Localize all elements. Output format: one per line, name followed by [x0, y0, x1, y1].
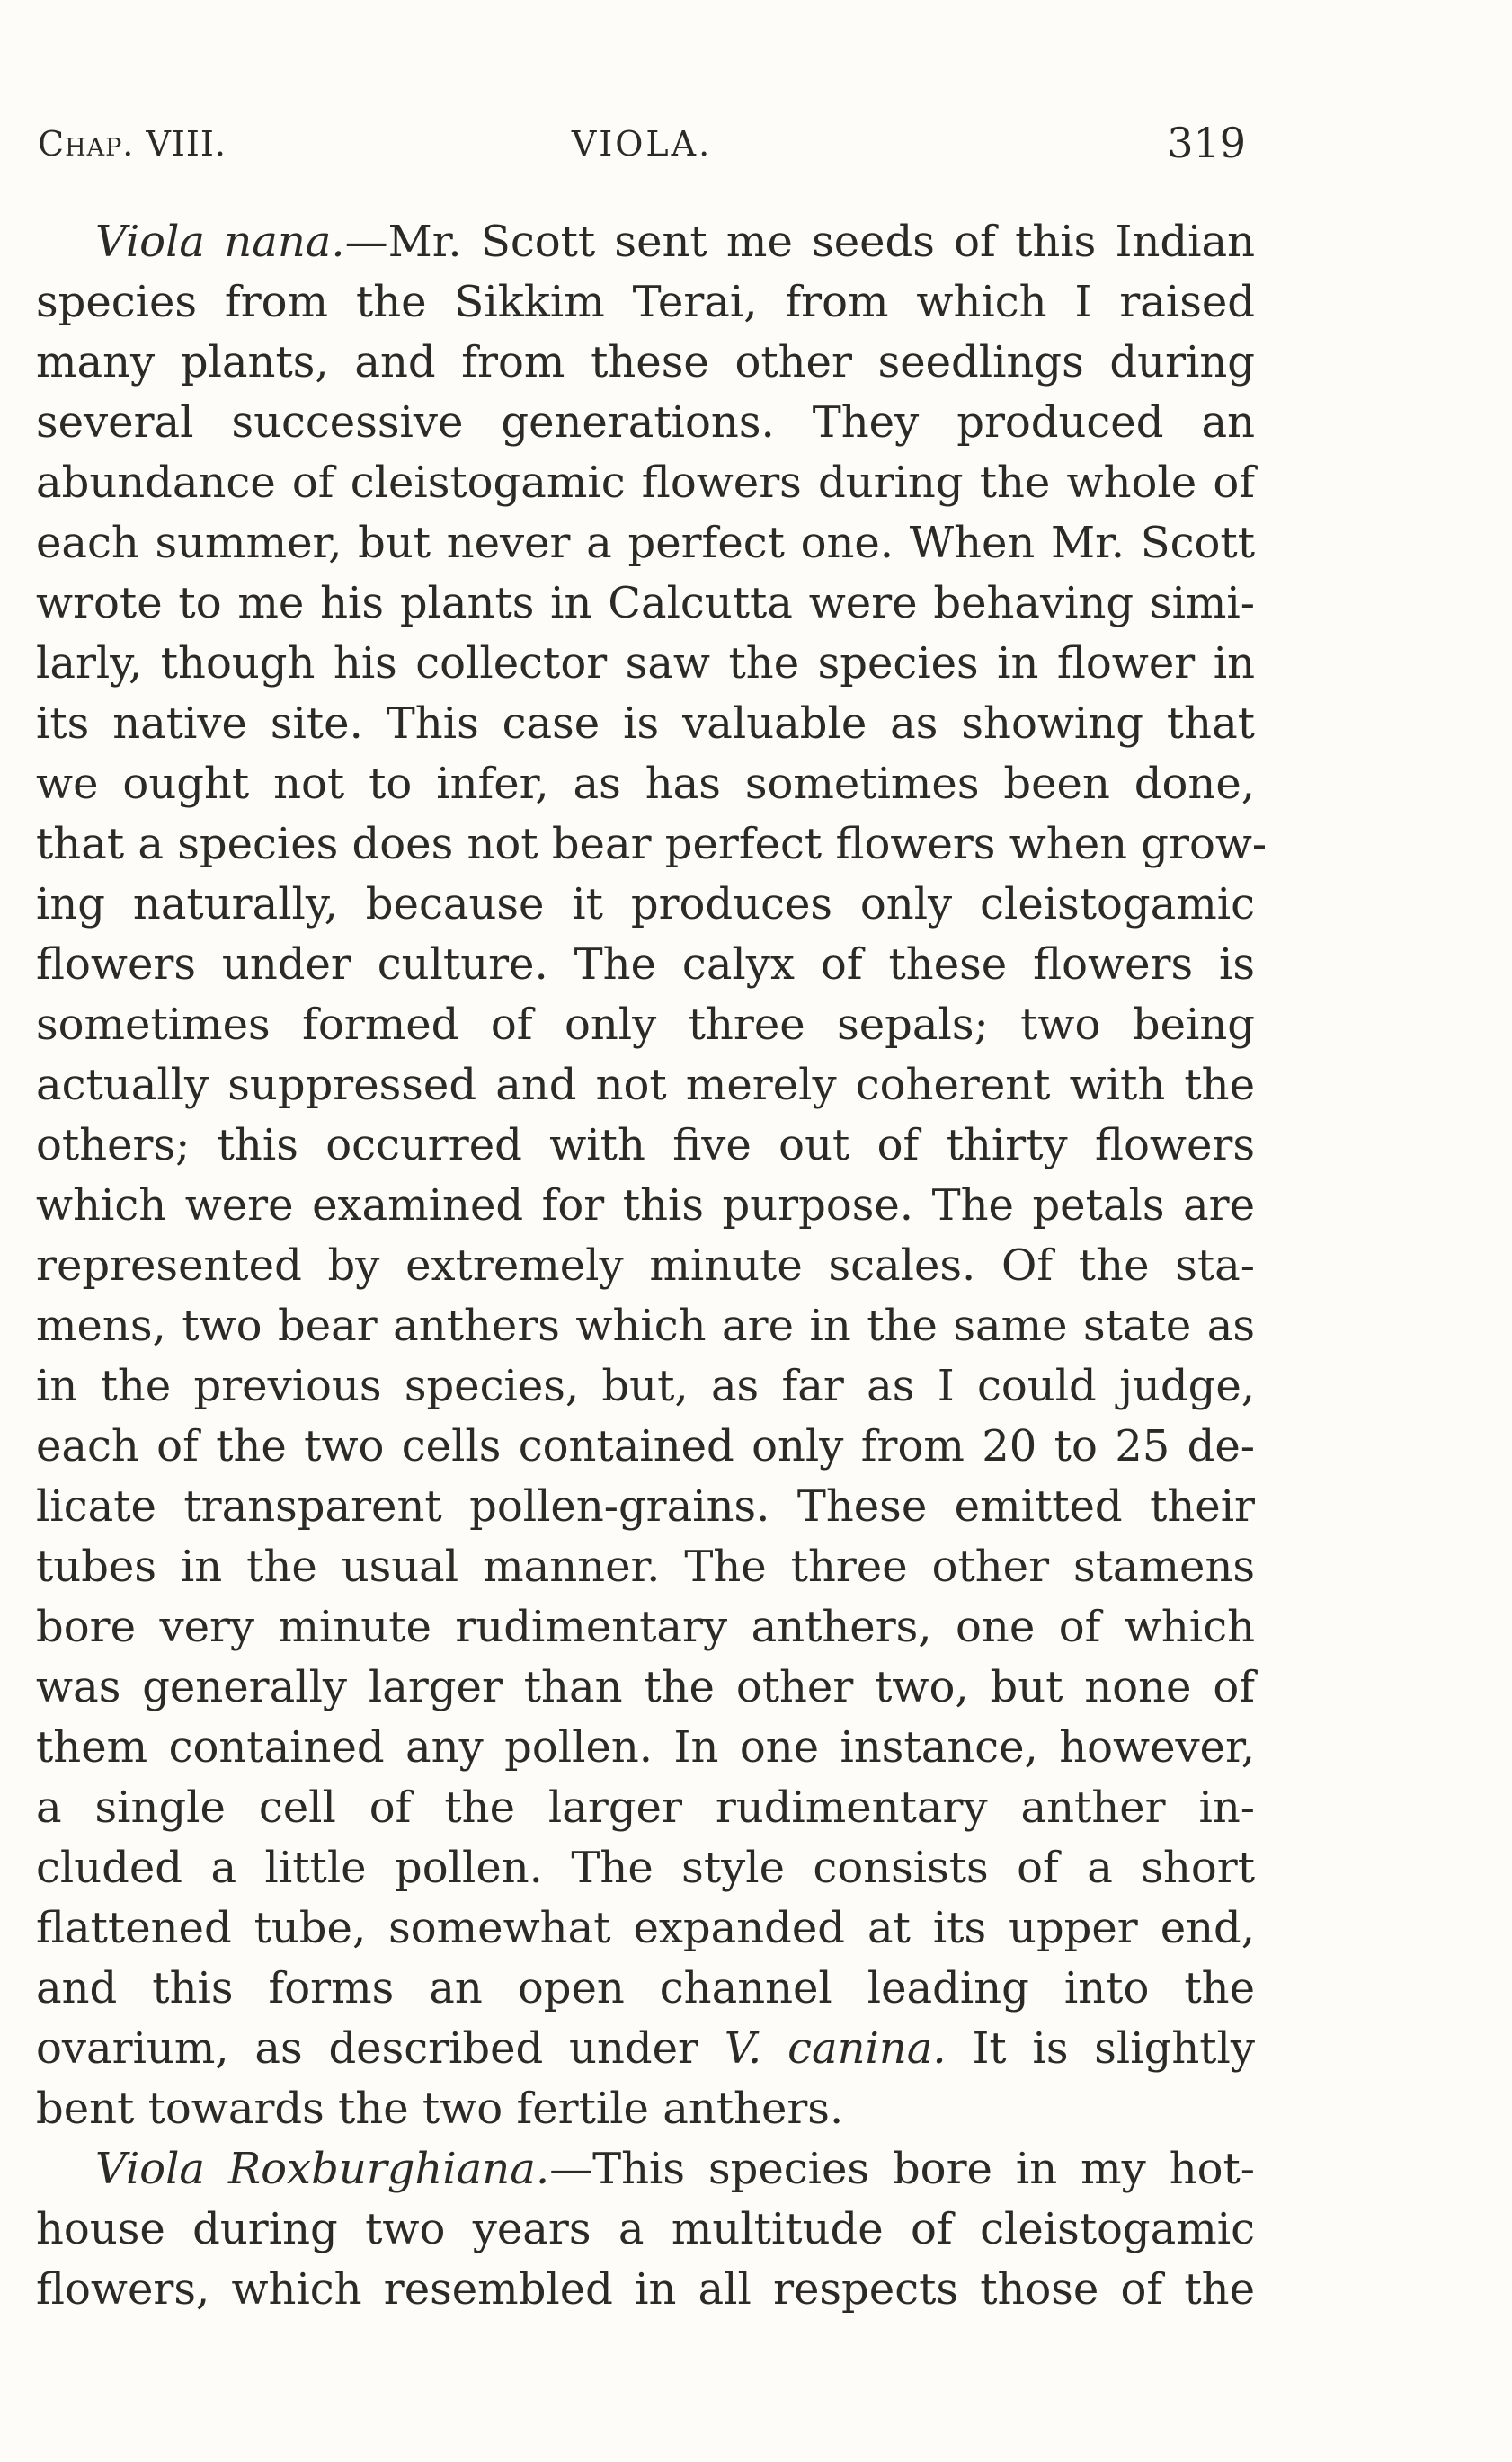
text-line: house during two years a multitude of cleistogamic: [36, 2204, 1255, 2254]
text-line: a single cell of the larger rudimentary anther in-: [36, 1782, 1255, 1833]
text-line: sometimes formed of only three sepals; two being: [36, 1000, 1255, 1050]
page-number: 319: [1167, 119, 1246, 167]
text-line: several successive generations. They produced an: [36, 397, 1255, 448]
text-line: actually suppressed and not merely coherent with the: [36, 1060, 1255, 1110]
running-title: VIOLA.: [571, 124, 713, 164]
species-reference: V. canina.: [724, 2023, 947, 2074]
text-line: its native site. This case is valuable as showing that: [36, 698, 1255, 749]
text-line: many plants, and from these other seedlings during: [36, 337, 1255, 387]
text-line: was generally larger than the other two, but none of: [36, 1662, 1255, 1712]
text-line: wrote to me his plants in Calcutta were behaving simi-: [36, 578, 1255, 628]
text-line: others; this occurred with five out of thirty flowers: [36, 1120, 1255, 1170]
text-line: abundance of cleistogamic flowers during the whole of: [36, 458, 1255, 508]
text-line: mens, two bear anthers which are in the same state as: [36, 1301, 1255, 1351]
text-line: flattened tube, somewhat expanded at its upper end,: [36, 1903, 1255, 1953]
text-line: tubes in the usual manner. The three other stamens: [36, 1542, 1255, 1592]
paragraph-2-first-line: [36, 2139, 1255, 2200]
paragraph-1-first-line: [36, 212, 1255, 272]
text-line: them contained any pollen. In one instance, however,: [36, 1722, 1255, 1773]
text-run: —Mr. Scott sent me seeds of this Indian: [344, 217, 1255, 267]
text-line: licate transparent pollen-grains. These emitted their: [36, 1481, 1255, 1532]
text-line: which were examined for this purpose. The petals are: [36, 1180, 1255, 1231]
page-header: [38, 115, 1246, 169]
paragraph-1-last-line: bent towards the two fertile anthers.: [36, 2084, 844, 2134]
text-line: ing naturally, because it produces only cleistogamic: [36, 879, 1255, 929]
text-line: flowers under culture. The calyx of these flowers is: [36, 939, 1255, 990]
species-name: Viola nana.: [95, 217, 345, 267]
species-name: Viola Roxburghiana.: [95, 2144, 550, 2194]
text-run: —This species bore in my hot-: [549, 2144, 1256, 2194]
text-line: species from the Sikkim Terai, from which I raised: [36, 277, 1255, 327]
chapter-label: Chap. VIII.: [38, 124, 227, 164]
text-line: each of the two cells contained only from 20 to 25 de-: [36, 1421, 1255, 1471]
text-line: that a species does not bear perfect flowers when grow-: [36, 819, 1267, 869]
text-line: and this forms an open channel leading into the: [36, 1963, 1255, 2013]
text-line: bore very minute rudimentary anthers, one of which: [36, 1602, 1255, 1652]
text-line: we ought not to infer, as has sometimes been done,: [36, 759, 1255, 809]
text-line: flowers, which resembled in all respects those of the: [36, 2264, 1255, 2315]
text-line: each summer, but never a perfect one. When Mr. Scott: [36, 518, 1255, 568]
text-run: ovarium, as described under: [36, 2023, 725, 2074]
text-line: represented by extremely minute scales. Of the sta-: [36, 1240, 1255, 1291]
text-line: larly, though his collector saw the species in flower in: [36, 638, 1255, 689]
text-line: cluded a little pollen. The style consists of a short: [36, 1843, 1255, 1893]
text-line-with-reference: [36, 2019, 1255, 2079]
text-run: It is slightly: [946, 2023, 1256, 2074]
body-text: [36, 212, 1267, 2320]
text-line: in the previous species, but, as far as I could judge,: [36, 1361, 1255, 1411]
